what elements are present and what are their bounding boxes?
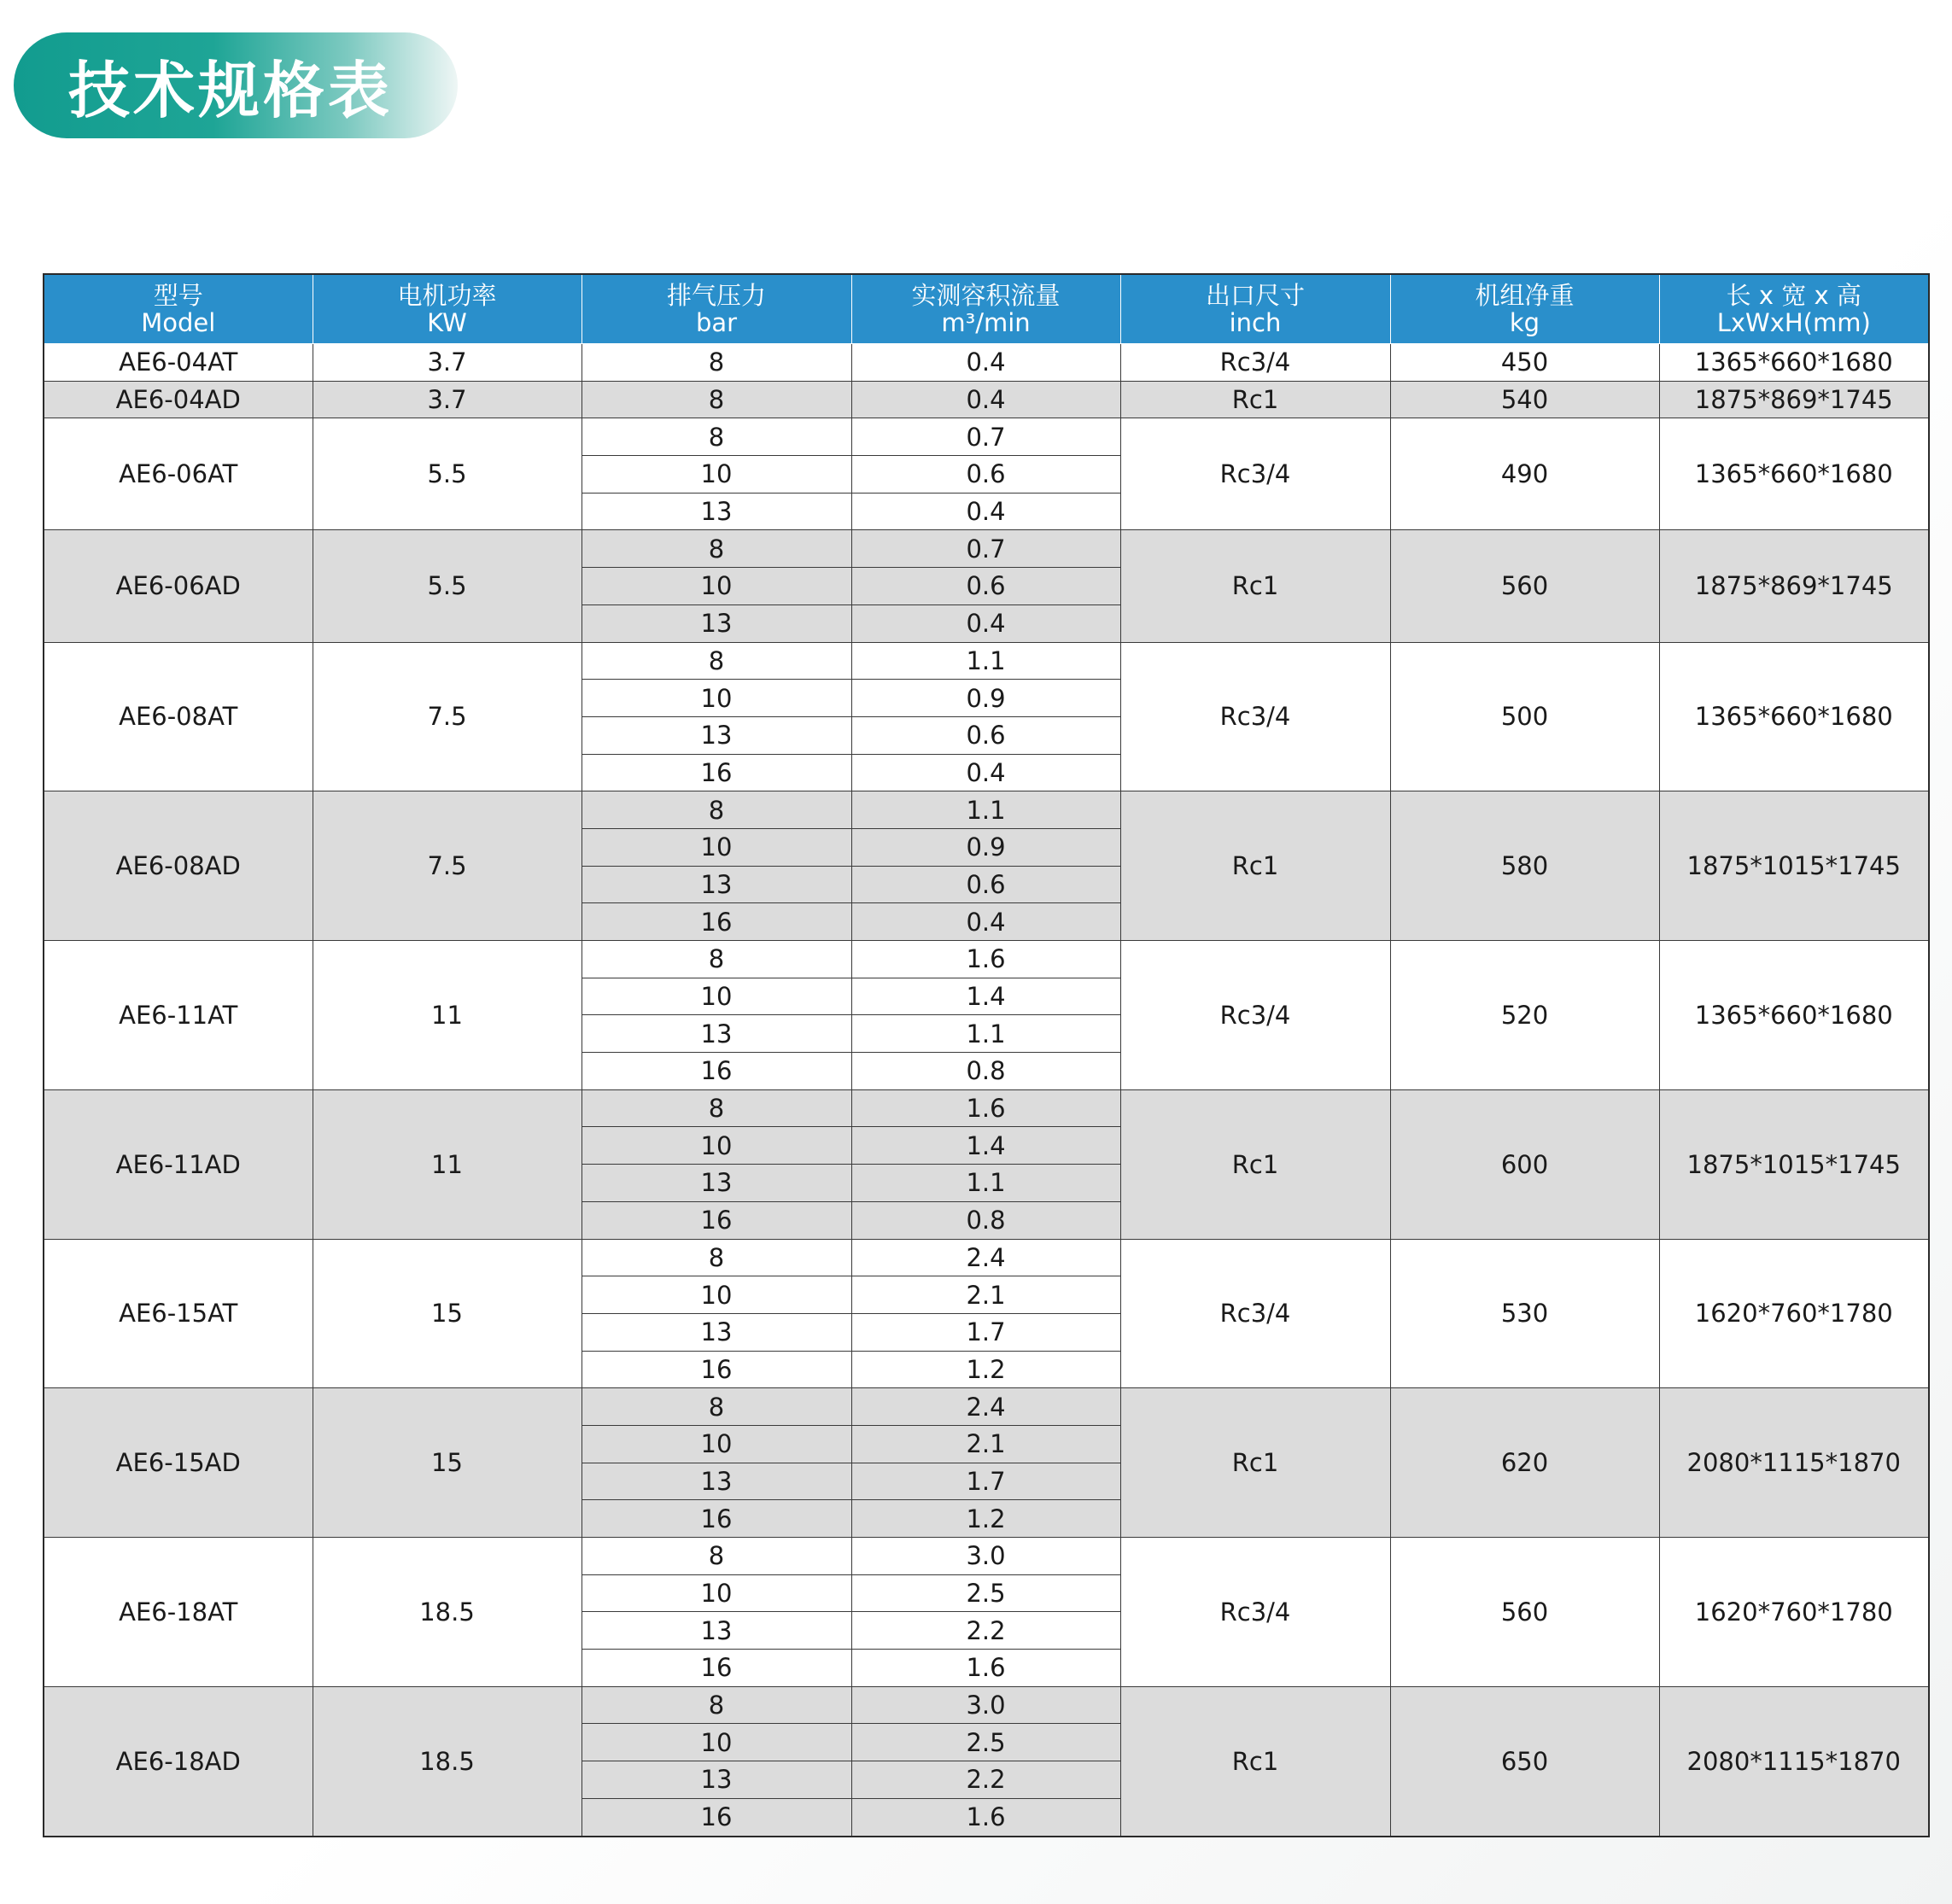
weight-cell: 530 (1390, 1239, 1659, 1388)
table-row (44, 1089, 1929, 1127)
pressure-cell: 10 (582, 828, 851, 866)
weight-cell: 490 (1390, 418, 1659, 530)
outlet-cell: Rc1 (1120, 791, 1390, 941)
power-cell: 18.5 (313, 1686, 582, 1836)
header-flow: 实测容积流量 m³/min (851, 274, 1120, 344)
pressure-cell: 16 (582, 1201, 851, 1239)
flow-cell: 1.6 (851, 1798, 1120, 1836)
outlet-cell: Rc1 (1120, 1089, 1390, 1239)
dimensions-cell: 1875*1015*1745 (1659, 791, 1929, 941)
flow-cell: 0.4 (851, 493, 1120, 530)
model-cell: AE6-06AT (44, 418, 313, 530)
page-title: 技术规格表 (68, 55, 394, 126)
flow-cell: 1.6 (851, 1650, 1120, 1687)
spec-table (43, 273, 1930, 1837)
model-cell: AE6-11AT (44, 941, 313, 1090)
pressure-cell: 16 (582, 1650, 851, 1687)
pressure-cell: 13 (582, 1761, 851, 1799)
outlet-cell: Rc3/4 (1120, 344, 1390, 382)
weight-cell: 450 (1390, 344, 1659, 382)
dimensions-cell: 1365*660*1680 (1659, 418, 1929, 530)
flow-cell: 0.4 (851, 344, 1120, 382)
power-cell: 7.5 (313, 642, 582, 791)
table-row (44, 418, 1929, 456)
pressure-cell: 13 (582, 604, 851, 642)
weight-cell: 500 (1390, 642, 1659, 791)
pressure-cell: 13 (582, 493, 851, 530)
weight-cell: 560 (1390, 530, 1659, 642)
dimensions-cell: 1620*760*1780 (1659, 1538, 1929, 1687)
flow-cell: 0.8 (851, 1201, 1120, 1239)
title-banner (14, 32, 458, 138)
pressure-cell: 10 (582, 1425, 851, 1463)
flow-cell: 3.0 (851, 1686, 1120, 1724)
model-cell: AE6-15AT (44, 1239, 313, 1388)
flow-cell: 2.4 (851, 1239, 1120, 1276)
flow-cell: 1.1 (851, 642, 1120, 680)
flow-cell: 0.7 (851, 418, 1120, 456)
pressure-cell: 8 (582, 1388, 851, 1426)
flow-cell: 2.2 (851, 1761, 1120, 1799)
flow-cell: 0.4 (851, 754, 1120, 791)
dimensions-cell: 1365*660*1680 (1659, 344, 1929, 382)
table-row (44, 1686, 1929, 1724)
outlet-cell: Rc3/4 (1120, 642, 1390, 791)
pressure-cell: 13 (582, 1015, 851, 1053)
pressure-cell: 8 (582, 1686, 851, 1724)
pressure-cell: 8 (582, 381, 851, 418)
flow-cell: 1.6 (851, 1089, 1120, 1127)
weight-cell: 580 (1390, 791, 1659, 941)
pressure-cell: 16 (582, 1500, 851, 1538)
header-pressure: 排气压力 bar (582, 274, 851, 344)
outlet-cell: Rc3/4 (1120, 418, 1390, 530)
pressure-cell: 8 (582, 791, 851, 829)
flow-cell: 0.9 (851, 828, 1120, 866)
weight-cell: 650 (1390, 1686, 1659, 1836)
flow-cell: 0.6 (851, 716, 1120, 754)
outlet-cell: Rc3/4 (1120, 1538, 1390, 1687)
model-cell: AE6-11AD (44, 1089, 313, 1239)
pressure-cell: 8 (582, 530, 851, 568)
model-cell: AE6-04AD (44, 381, 313, 418)
outlet-cell: Rc1 (1120, 381, 1390, 418)
pressure-cell: 10 (582, 1724, 851, 1761)
table-row (44, 1538, 1929, 1575)
flow-cell: 2.4 (851, 1388, 1120, 1426)
pressure-cell: 16 (582, 1351, 851, 1388)
pressure-cell: 10 (582, 456, 851, 494)
flow-cell: 1.1 (851, 1015, 1120, 1053)
flow-cell: 0.6 (851, 866, 1120, 903)
weight-cell: 620 (1390, 1388, 1659, 1538)
pressure-cell: 16 (582, 754, 851, 791)
table-row (44, 1388, 1929, 1426)
pressure-cell: 10 (582, 978, 851, 1015)
table-row (44, 381, 1929, 418)
model-cell: AE6-08AD (44, 791, 313, 941)
flow-cell: 0.4 (851, 903, 1120, 941)
flow-cell: 1.6 (851, 941, 1120, 978)
table-row (44, 642, 1929, 680)
flow-cell: 0.9 (851, 680, 1120, 717)
weight-cell: 560 (1390, 1538, 1659, 1687)
dimensions-cell: 1365*660*1680 (1659, 941, 1929, 1090)
pressure-cell: 16 (582, 1798, 851, 1836)
outlet-cell: Rc1 (1120, 530, 1390, 642)
header-dimensions: 长 x 宽 x 高 LxWxH(mm) (1659, 274, 1929, 344)
pressure-cell: 16 (582, 903, 851, 941)
header-row (44, 274, 1929, 344)
dimensions-cell: 1875*869*1745 (1659, 381, 1929, 418)
pressure-cell: 16 (582, 1053, 851, 1090)
flow-cell: 2.1 (851, 1425, 1120, 1463)
header-model: 型号 Model (44, 274, 313, 344)
dimensions-cell: 2080*1115*1870 (1659, 1388, 1929, 1538)
header-power: 电机功率 KW (313, 274, 582, 344)
dimensions-cell: 1365*660*1680 (1659, 642, 1929, 791)
pressure-cell: 8 (582, 1089, 851, 1127)
pressure-cell: 8 (582, 344, 851, 382)
flow-cell: 2.1 (851, 1276, 1120, 1314)
flow-cell: 1.4 (851, 978, 1120, 1015)
dimensions-cell: 2080*1115*1870 (1659, 1686, 1929, 1836)
dimensions-cell: 1875*869*1745 (1659, 530, 1929, 642)
flow-cell: 1.1 (851, 1165, 1120, 1202)
outlet-cell: Rc3/4 (1120, 1239, 1390, 1388)
flow-cell: 1.1 (851, 791, 1120, 829)
flow-cell: 0.4 (851, 381, 1120, 418)
power-cell: 5.5 (313, 530, 582, 642)
table-row (44, 941, 1929, 978)
flow-cell: 1.2 (851, 1351, 1120, 1388)
pressure-cell: 10 (582, 568, 851, 605)
pressure-cell: 8 (582, 418, 851, 456)
pressure-cell: 13 (582, 1313, 851, 1351)
model-cell: AE6-08AT (44, 642, 313, 791)
flow-cell: 2.2 (851, 1612, 1120, 1650)
flow-cell: 0.6 (851, 456, 1120, 494)
pressure-cell: 13 (582, 1612, 851, 1650)
flow-cell: 1.4 (851, 1127, 1120, 1165)
power-cell: 3.7 (313, 381, 582, 418)
table-row (44, 1239, 1929, 1276)
power-cell: 15 (313, 1388, 582, 1538)
pressure-cell: 8 (582, 1239, 851, 1276)
dimensions-cell: 1875*1015*1745 (1659, 1089, 1929, 1239)
weight-cell: 520 (1390, 941, 1659, 1090)
table-row (44, 530, 1929, 568)
pressure-cell: 10 (582, 1127, 851, 1165)
table-row (44, 344, 1929, 382)
outlet-cell: Rc1 (1120, 1686, 1390, 1836)
flow-cell: 2.5 (851, 1724, 1120, 1761)
power-cell: 7.5 (313, 791, 582, 941)
flow-cell: 1.2 (851, 1500, 1120, 1538)
header-weight: 机组净重 kg (1390, 274, 1659, 344)
outlet-cell: Rc3/4 (1120, 941, 1390, 1090)
pressure-cell: 13 (582, 716, 851, 754)
model-cell: AE6-04AT (44, 344, 313, 382)
flow-cell: 1.7 (851, 1463, 1120, 1500)
flow-cell: 2.5 (851, 1574, 1120, 1612)
dimensions-cell: 1620*760*1780 (1659, 1239, 1929, 1388)
pressure-cell: 10 (582, 1574, 851, 1612)
model-cell: AE6-18AD (44, 1686, 313, 1836)
flow-cell: 0.6 (851, 568, 1120, 605)
pressure-cell: 8 (582, 941, 851, 978)
flow-cell: 1.7 (851, 1313, 1120, 1351)
power-cell: 3.7 (313, 344, 582, 382)
table-row (44, 791, 1929, 829)
weight-cell: 540 (1390, 381, 1659, 418)
outlet-cell: Rc1 (1120, 1388, 1390, 1538)
power-cell: 11 (313, 1089, 582, 1239)
pressure-cell: 10 (582, 1276, 851, 1314)
weight-cell: 600 (1390, 1089, 1659, 1239)
power-cell: 15 (313, 1239, 582, 1388)
power-cell: 18.5 (313, 1538, 582, 1687)
pressure-cell: 10 (582, 680, 851, 717)
model-cell: AE6-06AD (44, 530, 313, 642)
flow-cell: 0.7 (851, 530, 1120, 568)
flow-cell: 0.4 (851, 604, 1120, 642)
flow-cell: 0.8 (851, 1053, 1120, 1090)
pressure-cell: 13 (582, 1463, 851, 1500)
pressure-cell: 8 (582, 642, 851, 680)
power-cell: 11 (313, 941, 582, 1090)
header-outlet: 出口尺寸 inch (1120, 274, 1390, 344)
pressure-cell: 13 (582, 866, 851, 903)
model-cell: AE6-18AT (44, 1538, 313, 1687)
pressure-cell: 13 (582, 1165, 851, 1202)
model-cell: AE6-15AD (44, 1388, 313, 1538)
pressure-cell: 8 (582, 1538, 851, 1575)
power-cell: 5.5 (313, 418, 582, 530)
flow-cell: 3.0 (851, 1538, 1120, 1575)
spec-table-body (44, 344, 1929, 1837)
